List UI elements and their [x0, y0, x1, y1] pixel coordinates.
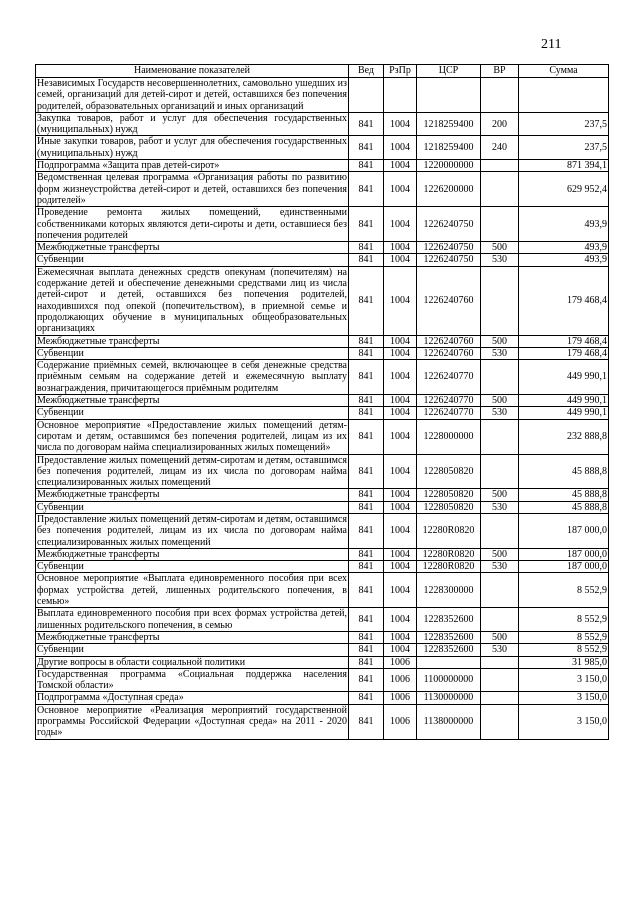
row-sum: 449 990,1 — [519, 360, 609, 395]
row-ved: 841 — [349, 608, 384, 632]
row-sum: 179 468,4 — [519, 335, 609, 347]
row-rzpr: 1004 — [384, 454, 417, 489]
row-csr: 1100000000 — [417, 668, 481, 692]
table-row — [36, 644, 609, 656]
row-vr: 530 — [481, 501, 519, 513]
table-row — [36, 254, 609, 266]
row-sum: 629 952,4 — [519, 172, 609, 207]
row-vr: 500 — [481, 489, 519, 501]
row-csr: 12280R0820 — [417, 548, 481, 560]
table-row — [36, 608, 609, 632]
row-vr — [481, 668, 519, 692]
row-vr — [481, 360, 519, 395]
header-ved: Вед — [349, 65, 384, 78]
row-name: Предоставление жилых помещений детям-сиротам и детям, оставшимся без попечения родителей, лицам из их числа по договорам найма специализированных жилых помещений — [37, 454, 347, 489]
header-vr: ВР — [481, 65, 519, 78]
row-name: Иные закупки товаров, работ и услуг для обеспечения государственных (муниципальных) нужд — [37, 136, 347, 159]
row-vr — [481, 207, 519, 242]
table-row — [36, 395, 609, 407]
row-rzpr: 1004 — [384, 561, 417, 573]
row-sum: 45 888,8 — [519, 489, 609, 501]
row-sum: 179 468,4 — [519, 266, 609, 335]
row-name: Предоставление жилых помещений детям-сиротам и детям, оставшимся без попечения родителей, лицам из их числа по договорам найма специализированных жилых помещений — [37, 513, 347, 548]
row-sum: 237,5 — [519, 136, 609, 160]
row-sum: 45 888,8 — [519, 454, 609, 489]
row-name: Основное мероприятие «Предоставление жилых помещений детям-сиротам и детям, оставшимся без попечения родителей, лицам из их числа по договорам найма специализированных жилых помещений» — [37, 419, 347, 454]
row-sum: 237,5 — [519, 112, 609, 136]
row-sum: 187 000,0 — [519, 513, 609, 548]
row-ved: 841 — [349, 501, 384, 513]
row-ved: 841 — [349, 704, 384, 739]
row-csr: 1228050820 — [417, 501, 481, 513]
table-row — [36, 454, 609, 489]
row-name: Субвенции — [36, 347, 349, 359]
row-rzpr: 1004 — [384, 513, 417, 548]
row-rzpr: 1004 — [384, 172, 417, 207]
row-csr: 1218259400 — [417, 112, 481, 136]
row-rzpr: 1004 — [384, 136, 417, 160]
row-csr: 1226240770 — [417, 395, 481, 407]
row-name: Межбюджетные трансферты — [36, 548, 349, 560]
table-row — [36, 78, 609, 113]
row-vr — [481, 692, 519, 704]
table-row — [36, 207, 609, 242]
row-sum — [519, 78, 609, 113]
row-vr: 500 — [481, 631, 519, 643]
row-rzpr: 1004 — [384, 207, 417, 242]
row-ved: 841 — [349, 254, 384, 266]
row-name: Межбюджетные трансферты — [36, 242, 349, 254]
row-rzpr: 1004 — [384, 501, 417, 513]
row-vr: 530 — [481, 347, 519, 359]
row-sum: 449 990,1 — [519, 407, 609, 419]
row-rzpr: 1004 — [384, 112, 417, 136]
row-name: Основное мероприятие «Реализация мероприятий государственной программы Российской Федерации «Доступная среда» на 2011 - 2020 годы» — [37, 704, 347, 739]
row-csr — [417, 656, 481, 668]
row-ved: 841 — [349, 207, 384, 242]
table-row — [36, 419, 609, 454]
row-ved: 841 — [349, 548, 384, 560]
row-rzpr: 1004 — [384, 573, 417, 608]
row-rzpr: 1006 — [384, 704, 417, 739]
row-csr: 1226240770 — [417, 360, 481, 395]
row-name: Закупка товаров, работ и услуг для обеспечения государственных (муниципальных) нужд — [37, 112, 347, 136]
row-csr: 1218259400 — [417, 136, 481, 160]
row-ved: 841 — [349, 407, 384, 419]
row-name: Государственная программа «Социальная поддержка населения Томской области» — [37, 668, 347, 692]
row-csr: 1130000000 — [417, 692, 481, 704]
row-csr: 1228050820 — [417, 454, 481, 489]
row-rzpr: 1004 — [384, 360, 417, 395]
row-sum: 187 000,0 — [519, 561, 609, 573]
table-row — [36, 136, 609, 160]
row-ved: 841 — [349, 160, 384, 172]
row-ved: 841 — [349, 573, 384, 608]
row-csr: 1226240750 — [417, 254, 481, 266]
row-ved: 841 — [349, 266, 384, 335]
row-vr — [481, 656, 519, 668]
row-csr: 1228352600 — [417, 608, 481, 632]
row-name: Субвенции — [36, 561, 349, 573]
row-csr: 1226240760 — [417, 335, 481, 347]
table-row — [36, 172, 609, 207]
table-row — [36, 513, 609, 548]
table-row — [36, 335, 609, 347]
row-vr: 500 — [481, 395, 519, 407]
row-csr: 1226240750 — [417, 242, 481, 254]
row-csr: 1226240760 — [417, 347, 481, 359]
row-ved: 841 — [349, 172, 384, 207]
table-row — [36, 668, 609, 692]
row-csr: 1138000000 — [417, 704, 481, 739]
row-ved: 841 — [349, 360, 384, 395]
row-rzpr: 1004 — [384, 160, 417, 172]
row-name: Подпрограмма «Защита прав детей-сирот» — [36, 160, 349, 172]
row-ved: 841 — [349, 668, 384, 692]
table-row — [36, 112, 609, 136]
header-name: Наименование показателей — [36, 65, 349, 78]
row-name: Ведомственная целевая программа «Организация работы по развитию форм жизнеустройства детей-сирот и детей, оставшихся без попечения родителей» — [37, 172, 347, 206]
row-name: Субвенции — [36, 644, 349, 656]
row-vr: 530 — [481, 644, 519, 656]
row-rzpr: 1006 — [384, 668, 417, 692]
row-vr — [481, 160, 519, 172]
table-row — [36, 631, 609, 643]
row-ved: 841 — [349, 489, 384, 501]
row-csr: 1228300000 — [417, 573, 481, 608]
row-sum: 232 888,8 — [519, 419, 609, 454]
row-sum: 45 888,8 — [519, 501, 609, 513]
row-ved: 841 — [349, 335, 384, 347]
row-name: Субвенции — [36, 501, 349, 513]
row-rzpr: 1004 — [384, 631, 417, 643]
row-ved: 841 — [349, 631, 384, 643]
table-row — [36, 704, 609, 739]
row-rzpr: 1004 — [384, 644, 417, 656]
row-csr: 1226200000 — [417, 172, 481, 207]
table-header-row — [36, 65, 609, 78]
row-sum: 3 150,0 — [519, 692, 609, 704]
row-vr — [481, 78, 519, 113]
row-vr: 530 — [481, 407, 519, 419]
row-csr: 1226240760 — [417, 266, 481, 335]
table-row — [36, 656, 609, 668]
row-vr — [481, 266, 519, 335]
row-ved: 841 — [349, 347, 384, 359]
row-ved: 841 — [349, 395, 384, 407]
row-vr — [481, 573, 519, 608]
row-csr: 1228352600 — [417, 631, 481, 643]
row-name: Субвенции — [36, 407, 349, 419]
row-ved: 841 — [349, 561, 384, 573]
row-sum: 493,9 — [519, 254, 609, 266]
row-csr: 1220000000 — [417, 160, 481, 172]
row-rzpr: 1006 — [384, 692, 417, 704]
row-vr: 200 — [481, 112, 519, 136]
row-vr — [481, 704, 519, 739]
row-ved: 841 — [349, 692, 384, 704]
row-sum: 871 394,1 — [519, 160, 609, 172]
row-rzpr: 1004 — [384, 608, 417, 632]
row-rzpr: 1004 — [384, 548, 417, 560]
row-ved: 841 — [349, 136, 384, 160]
row-name: Другие вопросы в области социальной политики — [36, 656, 349, 668]
row-vr — [481, 454, 519, 489]
header-csr: ЦСР — [417, 65, 481, 78]
row-ved: 841 — [349, 513, 384, 548]
row-ved: 841 — [349, 644, 384, 656]
row-rzpr: 1004 — [384, 407, 417, 419]
row-sum: 449 990,1 — [519, 395, 609, 407]
row-name: Межбюджетные трансферты — [36, 395, 349, 407]
row-ved — [349, 78, 384, 113]
row-sum: 8 552,9 — [519, 644, 609, 656]
row-rzpr: 1004 — [384, 489, 417, 501]
row-csr: 1228050820 — [417, 489, 481, 501]
row-csr: 1228000000 — [417, 419, 481, 454]
row-name: Содержание приёмных семей, включающее в себя денежные средства приёмным семьям на содержание детей и ежемесячную выплату вознаграждения, причитающегося приёмным родителям — [37, 360, 347, 394]
row-name: Межбюджетные трансферты — [36, 631, 349, 643]
row-csr: 12280R0820 — [417, 513, 481, 548]
page-number: 211 — [541, 37, 562, 52]
row-sum: 8 552,9 — [519, 608, 609, 632]
header-rzpr: РзПр — [384, 65, 417, 78]
row-csr: 12280R0820 — [417, 561, 481, 573]
row-name: Проведение ремонта жилых помещений, единственными собственниками которых являются дети-сироты и дети, оставшиеся без попечения родителей — [37, 207, 347, 241]
table-row — [36, 501, 609, 513]
header-sum: Сумма — [519, 65, 609, 78]
row-rzpr: 1004 — [384, 347, 417, 359]
budget-table — [35, 64, 609, 740]
row-sum: 187 000,0 — [519, 548, 609, 560]
row-name: Субвенции — [36, 254, 349, 266]
table-row — [36, 573, 609, 608]
row-rzpr: 1004 — [384, 335, 417, 347]
row-csr — [417, 78, 481, 113]
row-rzpr: 1004 — [384, 266, 417, 335]
row-name: Ежемесячная выплата денежных средств опекунам (попечителям) на содержание детей и обеспечение денежными средствами лиц из числа детей-сирот и детей, оставшихся без попечения родителей, находившихся под опекой (попечительством), в приемной семье и продолжающих обучение в муниципальных общеобразовательных организациях — [37, 266, 347, 335]
row-name: Выплата единовременного пособия при всех формах устройства детей, лишенных родительского попечения, в семью — [37, 608, 347, 631]
table-row — [36, 347, 609, 359]
row-name: Подпрограмма «Доступная среда» — [36, 692, 349, 704]
table-row — [36, 242, 609, 254]
table-row — [36, 360, 609, 395]
row-sum: 8 552,9 — [519, 631, 609, 643]
row-name: Основное мероприятие «Выплата единовременного пособия при всех формах устройства детей, лишенных родительского попечения, в семью» — [37, 573, 347, 608]
row-sum: 3 150,0 — [519, 704, 609, 739]
table-row — [36, 548, 609, 560]
row-vr: 530 — [481, 254, 519, 266]
row-vr — [481, 513, 519, 548]
row-name: Межбюджетные трансферты — [36, 335, 349, 347]
row-ved: 841 — [349, 656, 384, 668]
row-ved: 841 — [349, 419, 384, 454]
row-rzpr: 1004 — [384, 395, 417, 407]
row-name: Независимых Государств несовершеннолетних, самовольно ушедших из семей, организаций для детей-сирот и детей, оставшихся без попечения родителей, образовательных организаций и иных организаций — [37, 78, 347, 112]
row-vr: 500 — [481, 548, 519, 560]
row-csr: 1228352600 — [417, 644, 481, 656]
row-rzpr: 1004 — [384, 419, 417, 454]
row-ved: 841 — [349, 112, 384, 136]
row-sum: 493,9 — [519, 207, 609, 242]
row-sum: 8 552,9 — [519, 573, 609, 608]
table-row — [36, 407, 609, 419]
row-vr — [481, 608, 519, 632]
row-vr: 500 — [481, 335, 519, 347]
table-row — [36, 266, 609, 335]
table-row — [36, 160, 609, 172]
row-csr: 1226240770 — [417, 407, 481, 419]
row-rzpr: 1004 — [384, 242, 417, 254]
row-vr: 500 — [481, 242, 519, 254]
row-ved: 841 — [349, 454, 384, 489]
row-vr — [481, 419, 519, 454]
row-rzpr — [384, 78, 417, 113]
row-rzpr: 1006 — [384, 656, 417, 668]
row-sum: 179 468,4 — [519, 347, 609, 359]
row-vr: 240 — [481, 136, 519, 160]
row-name: Межбюджетные трансферты — [36, 489, 349, 501]
row-rzpr: 1004 — [384, 254, 417, 266]
row-sum: 493,9 — [519, 242, 609, 254]
table-row — [36, 692, 609, 704]
row-sum: 31 985,0 — [519, 656, 609, 668]
row-csr: 1226240750 — [417, 207, 481, 242]
table-row — [36, 561, 609, 573]
table-row — [36, 489, 609, 501]
row-vr: 530 — [481, 561, 519, 573]
row-ved: 841 — [349, 242, 384, 254]
row-vr — [481, 172, 519, 207]
row-sum: 3 150,0 — [519, 668, 609, 692]
